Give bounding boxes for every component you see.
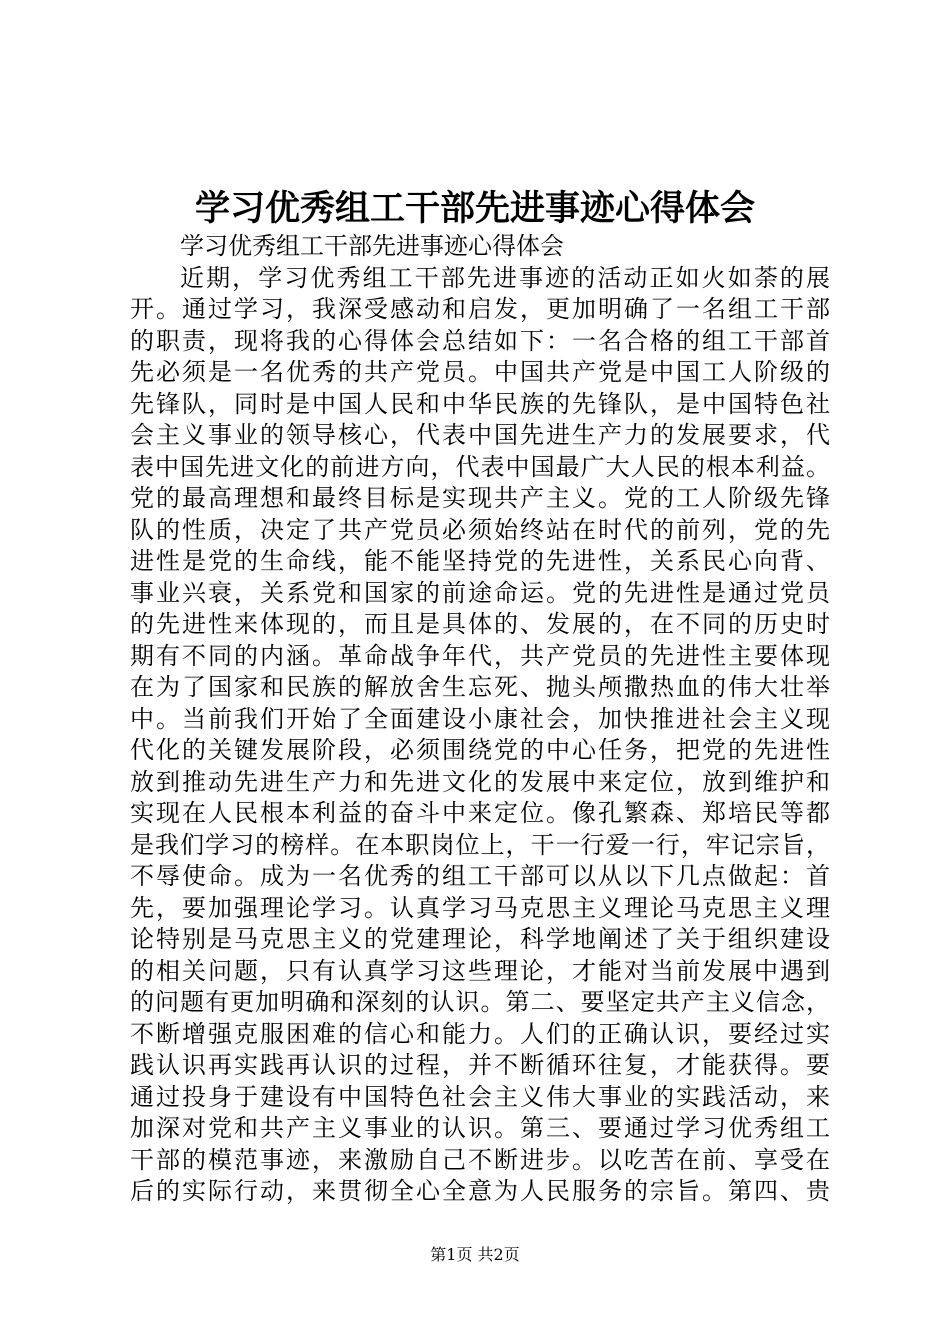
body-line: 的问题有更加明确和深刻的认识。第二、要坚定共产主义信念， (130, 988, 830, 1016)
body-line: 在为了国家和民族的解放舍生忘死、抛头颅撒热血的伟大壮举 (130, 673, 830, 701)
body-line: 近期，学习优秀组工干部先进事迹的活动正如火如荼的展 (180, 263, 830, 292)
body-line: 的相关问题，只有认真学习这些理论，才能对当前发展中遇到 (130, 956, 830, 985)
body-line: 加深对党和共产主义事业的认识。第三、要通过学习优秀组工 (130, 1114, 830, 1142)
body-line: 会主义事业的领导核心，代表中国先进生产力的发展要求，代 (130, 421, 830, 449)
body-line: 的职责，现将我的心得体会总结如下：一名合格的组工干部首 (130, 326, 830, 355)
document-title: 学习优秀组工干部先进事迹心得体会 (194, 188, 755, 229)
body-line: 放到推动先进生产力和先进文化的发展中来定位，放到维护和 (130, 767, 830, 796)
body-line: 党的最高理想和最终目标是实现共产主义。党的工人阶级先锋 (130, 484, 830, 512)
body-line: 进性是党的生命线，能不能坚持党的先进性，关系民心向背、 (130, 547, 830, 575)
document-body (130, 231, 830, 1208)
body-line: 实现在人民根本利益的奋斗中来定位。像孔繁森、郑培民等都 (130, 799, 830, 827)
body-line: 后的实际行动，来贯彻全心全意为人民服务的宗旨。第四、贵 (130, 1177, 830, 1205)
body-line: 先锋队，同时是中国人民和中华民族的先锋队，是中国特色社 (130, 389, 830, 418)
page-footer: 第1页 共2页 (430, 1245, 520, 1264)
body-line: 事业兴衰，关系党和国家的前途命运。党的先进性是通过党员 (130, 578, 830, 607)
body-line: 期有不同的内涵。革命战争年代，共产党员的先进性主要体现 (130, 641, 830, 670)
body-line: 队的性质，决定了共产党员必须始终站在时代的前列，党的先 (130, 515, 830, 544)
body-line: 不断增强克服困难的信心和能力。人们的正确认识，要经过实 (130, 1019, 830, 1048)
body-line: 论特别是马克思主义的党建理论，科学地阐述了关于组织建设 (130, 925, 830, 953)
body-line: 干部的模范事迹，来激励自己不断进步。以吃苦在前、享受在 (130, 1145, 830, 1174)
body-line: 先，要加强理论学习。认真学习马克思主义理论马克思主义理 (130, 893, 830, 922)
body-line: 中。当前我们开始了全面建设小康社会，加快推进社会主义现 (130, 704, 830, 733)
document-subtitle: 学习优秀组工干部先进事迹心得体会 (180, 232, 564, 260)
body-line: 通过投身于建设有中国特色社会主义伟大事业的实践活动，来 (130, 1082, 830, 1111)
body-line: 是我们学习的榜样。在本职岗位上，干一行爱一行，牢记宗旨， (130, 830, 830, 859)
body-line: 先必须是一名优秀的共产党员。中国共产党是中国工人阶级的 (130, 358, 830, 386)
body-line: 践认识再实践再认识的过程，并不断循环往复，才能获得。要 (130, 1051, 830, 1079)
body-line: 代化的关键发展阶段，必须围绕党的中心任务，把党的先进性 (130, 736, 830, 764)
body-line: 的先进性来体现的，而且是具体的、发展的，在不同的历史时 (130, 610, 830, 638)
body-line: 开。通过学习，我深受感动和启发，更加明确了一名组工干部 (130, 295, 830, 323)
body-line: 不辱使命。成为一名优秀的组工干部可以从以下几点做起：首 (130, 862, 830, 890)
body-line: 表中国先进文化的前进方向，代表中国最广大人民的根本利益。 (130, 452, 830, 481)
